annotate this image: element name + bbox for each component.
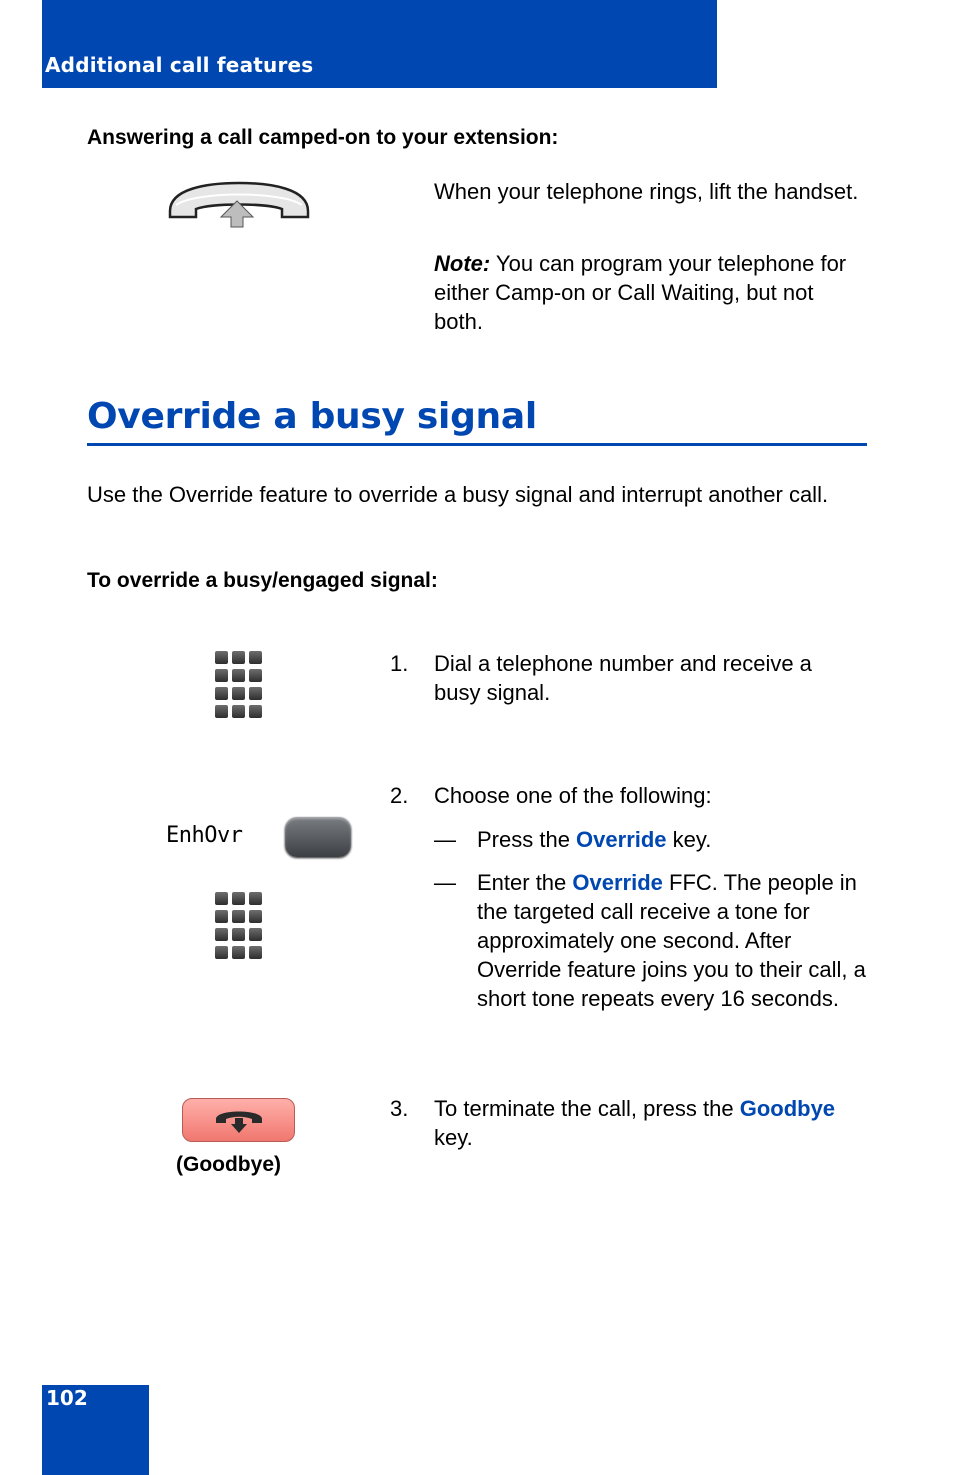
section-rule — [87, 443, 867, 446]
note-text: You can program your telephone for either Camp-on or Call Waiting, but not both. — [434, 251, 847, 334]
handset-down-icon — [214, 1107, 264, 1135]
softkey-label: EnhOvr — [166, 823, 243, 848]
step3-keyword: Goodbye — [739, 1096, 836, 1121]
note-label: Note: — [434, 251, 491, 276]
campon-instruction: When your telephone rings, lift the handset. — [434, 179, 859, 204]
step1-text: Dial a telephone number and receive a busy signal. — [434, 651, 812, 705]
option-a-post: key. — [666, 827, 712, 852]
procedure-heading: To override a busy/engaged signal: — [87, 569, 438, 592]
option-a-keyword: Override — [576, 827, 667, 852]
option-b-pre: Enter the — [477, 870, 573, 895]
option-a-pre: Press the — [477, 827, 577, 852]
override-softkey-button[interactable] — [285, 817, 351, 857]
option-b-dash: — — [434, 870, 456, 895]
handset-lift-icon — [166, 181, 312, 231]
option-b-post: FFC. The people in the targeted call receive a tone for approximately one second. After Override feature joins you to their call, a short tone repeats every 16 seconds. — [477, 870, 866, 1011]
step1-number: 1. — [390, 651, 409, 676]
campon-heading: Answering a call camped-on to your extension: — [87, 126, 559, 149]
dialpad-icon — [215, 892, 263, 959]
override-intro: Use the Override feature to override a busy signal and interrupt another call. — [87, 482, 829, 507]
page-number: 102 — [46, 1386, 88, 1410]
step3-text — [434, 1094, 864, 1152]
step2-number: 2. — [390, 783, 409, 808]
step3-number: 3. — [390, 1096, 409, 1121]
option-a-dash: — — [434, 827, 456, 852]
header-title: Additional call features — [45, 53, 314, 77]
campon-note — [434, 249, 864, 336]
section-title: Override a busy signal — [87, 396, 537, 437]
goodbye-button[interactable] — [182, 1098, 295, 1142]
goodbye-caption: (Goodbye) — [176, 1153, 281, 1176]
step3-post: key. — [434, 1125, 473, 1150]
option-b-keyword: Override — [572, 870, 663, 895]
option-b-text — [477, 868, 867, 1013]
step3-pre: To terminate the call, press the — [434, 1096, 740, 1121]
option-a-text — [477, 825, 867, 854]
step2-text: Choose one of the following: — [434, 783, 712, 808]
dialpad-icon — [215, 651, 263, 718]
